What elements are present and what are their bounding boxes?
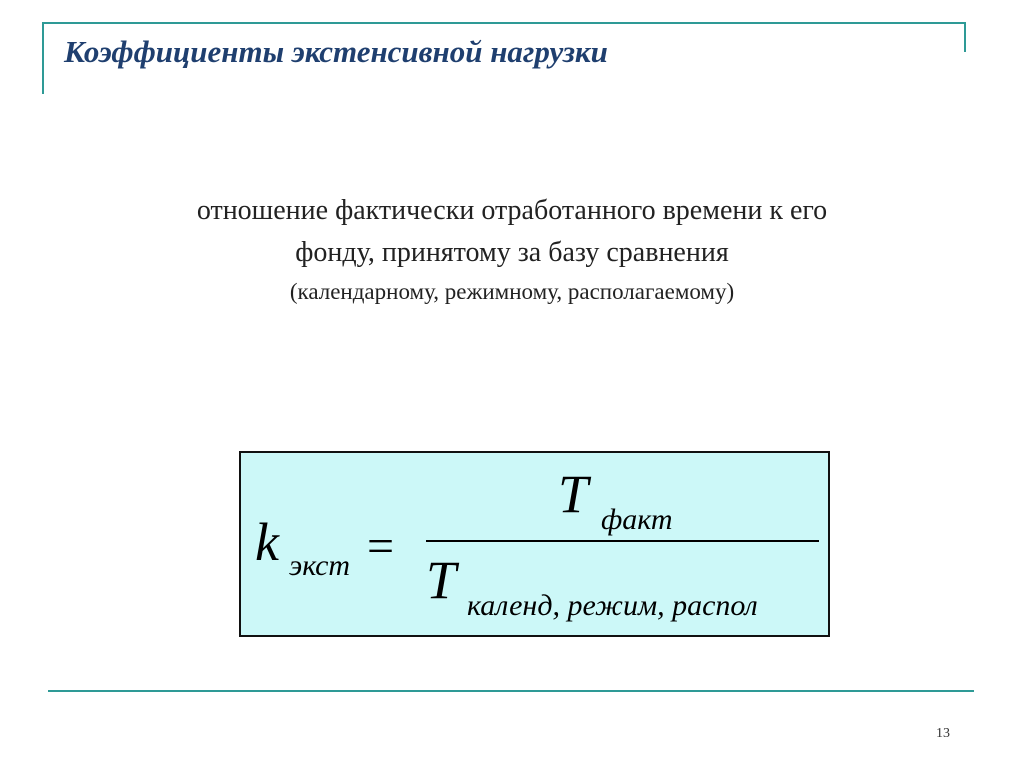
top-accent-line <box>42 22 966 24</box>
definition-line-2: фонду, принятому за базу сравнения <box>295 237 729 268</box>
slide-title: Коэффициенты экстенсивной нагрузки <box>64 34 608 69</box>
formula-fraction-bar <box>426 540 819 542</box>
definition-text <box>60 190 964 310</box>
formula-box <box>239 451 830 637</box>
formula-denominator-subscript: календ, режим, распол <box>467 589 758 622</box>
formula-numerator-symbol: T <box>558 464 589 524</box>
bottom-accent-line <box>48 690 974 692</box>
definition-note: (календарному, режимному, располагаемому) <box>289 279 735 304</box>
left-accent-line <box>42 22 44 94</box>
formula-equals-sign: = <box>367 520 395 573</box>
definition-line-1: отношение фактически отработанного времени к его <box>196 195 828 226</box>
formula-numerator-subscript: факт <box>601 503 673 536</box>
formula-k-symbol: k <box>255 512 279 572</box>
formula-denominator-symbol: T <box>426 550 457 610</box>
page-number: 13 <box>936 726 950 741</box>
right-accent-line <box>964 22 966 52</box>
formula-k-subscript: экст <box>289 549 351 582</box>
